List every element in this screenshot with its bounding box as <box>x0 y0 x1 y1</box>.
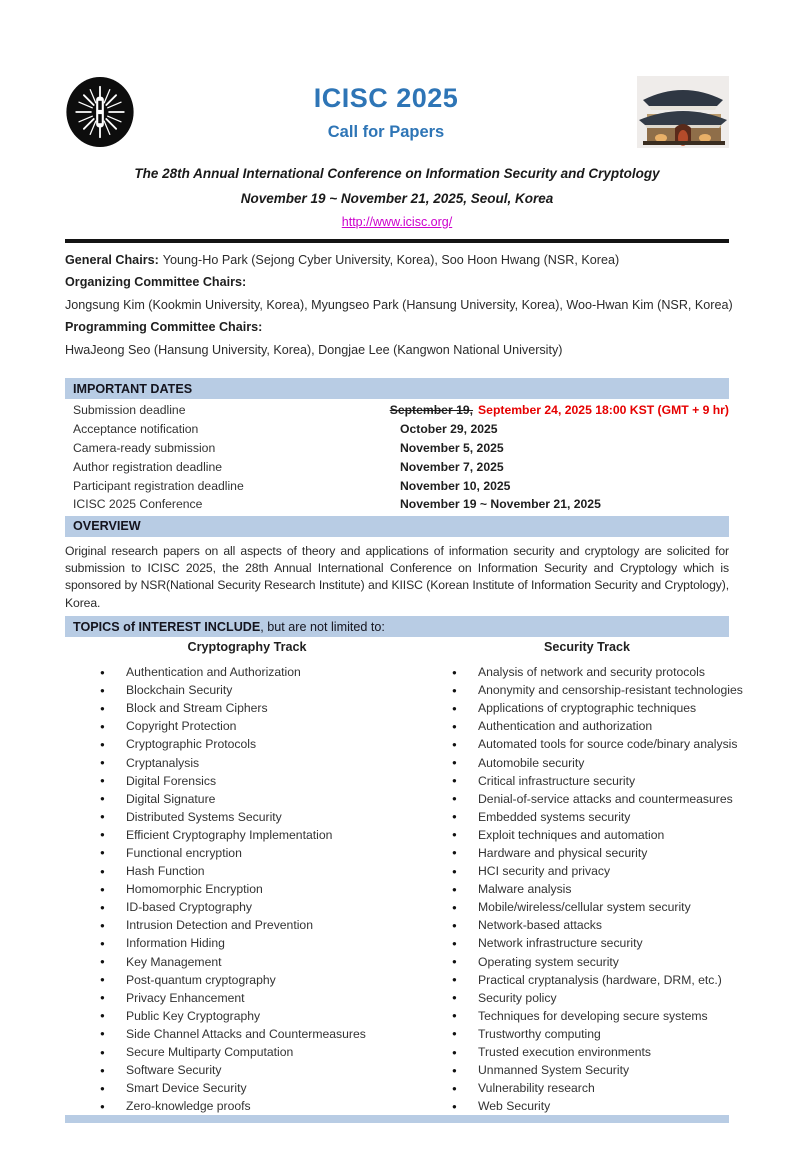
list-item <box>397 862 729 880</box>
general-chairs-label: General Chairs: <box>65 253 159 267</box>
list-item <box>397 989 729 1007</box>
important-dates-table <box>65 401 729 514</box>
bullet-icon: ● <box>452 938 457 948</box>
programming-chairs-label-line <box>65 316 729 338</box>
bullet-icon: ● <box>100 1083 105 1093</box>
bullet-icon: ● <box>452 920 457 930</box>
overview-paragraph: Original research papers on all aspects of theory and applications of information security and cryptology are solicited for submission to ICISC 2025, the 28th Annual International Conference on Information Security and Cryptology which is sponsored by NSR(National Security Research Institute) and KIISC (Korean Institute of Information Security and Cryptology), Korea. <box>65 543 729 610</box>
list-item <box>397 753 729 771</box>
bullet-icon: ● <box>452 1047 457 1057</box>
topic-label: Block and Stream Ciphers <box>126 701 268 716</box>
programming-chairs-names: HwaJeong Seo (Hansung University, Korea), Dongjae Lee (Kangwon National University) <box>65 342 563 357</box>
list-item <box>65 699 397 717</box>
list-item <box>65 790 397 808</box>
topic-label: Critical infrastructure security <box>478 773 636 788</box>
important-dates-title: IMPORTANT DATES <box>73 381 193 396</box>
topic-label: Anonymity and censorship-resistant technologies <box>478 683 743 698</box>
bullet-icon: ● <box>100 957 105 967</box>
topic-label: Cryptanalysis <box>126 755 200 770</box>
organizing-chairs-names-line <box>65 294 733 316</box>
date-value <box>400 497 601 511</box>
list-item <box>397 916 729 934</box>
list-item <box>397 880 729 898</box>
list-item <box>65 934 397 952</box>
topic-label: Network infrastructure security <box>478 936 643 951</box>
date-value <box>400 441 504 455</box>
bullet-icon: ● <box>452 685 457 695</box>
list-item <box>65 953 397 971</box>
bullet-icon: ● <box>100 721 105 731</box>
topic-label: Software Security <box>126 1063 222 1078</box>
bullet-icon: ● <box>100 776 105 786</box>
topic-label: Authentication and Authorization <box>126 665 301 680</box>
topic-label: Trustworthy computing <box>478 1026 601 1041</box>
list-item <box>397 735 738 753</box>
list-item <box>397 681 743 699</box>
topic-label: Efficient Cryptography Implementation <box>126 827 333 842</box>
date-label: ICISC 2025 Conference <box>73 497 203 512</box>
gate-photo <box>637 76 729 148</box>
topic-label: Denial-of-service attacks and countermeasures <box>478 791 733 806</box>
topic-label: Trusted execution environments <box>478 1045 651 1060</box>
bullet-icon: ● <box>100 920 105 930</box>
topics-title-bold: TOPICS of INTEREST INCLUDE <box>73 619 261 634</box>
bullet-icon: ● <box>100 794 105 804</box>
date-label: Author registration deadline <box>73 459 223 474</box>
date-value <box>400 460 504 474</box>
date-row <box>65 420 729 439</box>
list-item <box>65 808 397 826</box>
bullet-icon: ● <box>452 703 457 713</box>
bullet-icon: ● <box>452 758 457 768</box>
list-item <box>65 916 397 934</box>
date-value-text: October 29, 2025 <box>400 422 498 437</box>
topic-label: Information Hiding <box>126 936 225 951</box>
topic-label: Copyright Protection <box>126 719 237 734</box>
bullet-icon: ● <box>100 830 105 840</box>
list-item <box>397 772 729 790</box>
list-item <box>65 880 397 898</box>
topic-label: Embedded systems security <box>478 809 631 824</box>
list-item <box>65 717 397 735</box>
date-label: Acceptance notification <box>73 422 199 437</box>
general-chairs-line <box>65 249 729 271</box>
bullet-icon: ● <box>452 993 457 1003</box>
important-dates-heading <box>65 378 729 399</box>
organizing-chairs-label-line <box>65 271 729 293</box>
list-item <box>397 1025 729 1043</box>
bullet-icon: ● <box>452 776 457 786</box>
topic-label: Practical cryptanalysis (hardware, DRM, etc.) <box>478 972 722 987</box>
date-value-text: November 19 ~ November 21, 2025 <box>400 497 601 512</box>
topic-label: Techniques for developing secure systems <box>478 1008 708 1023</box>
call-for-papers-subtitle: Call for Papers <box>327 123 445 141</box>
call-for-papers-page <box>0 72 793 1167</box>
bullet-icon: ● <box>100 1047 105 1057</box>
bullet-icon: ● <box>100 812 105 822</box>
date-label: Submission deadline <box>73 403 186 418</box>
date-value-red: September 24, 2025 18:00 KST (GMT + 9 hr) <box>478 403 729 418</box>
list-item <box>397 844 729 862</box>
header-titles <box>135 82 637 142</box>
bullet-icon: ● <box>100 884 105 894</box>
list-item <box>397 1097 729 1115</box>
topic-label: Applications of cryptographic techniques <box>478 701 697 716</box>
list-item <box>397 934 729 952</box>
list-item <box>65 826 397 844</box>
topic-label: Hash Function <box>126 864 205 879</box>
bullet-icon: ● <box>452 739 457 749</box>
organizing-chairs-names: Jongsung Kim (Kookmin University, Korea), Myungseo Park (Hansung University, Korea), Woo-Hwan Kim (NSR, Korea) <box>65 297 733 312</box>
topic-label: ID-based Cryptography <box>126 900 252 915</box>
bullet-icon: ● <box>100 685 105 695</box>
cryptography-track-header: Cryptography Track <box>187 640 307 654</box>
topic-label: Unmanned System Security <box>478 1063 630 1078</box>
topic-label: Homomorphic Encryption <box>126 882 263 897</box>
bullet-icon: ● <box>452 667 457 677</box>
list-item <box>397 1007 729 1025</box>
date-row <box>65 401 729 420</box>
bullet-icon: ● <box>100 703 105 713</box>
date-row <box>65 439 729 458</box>
security-track-list <box>397 663 743 1115</box>
bullet-icon: ● <box>100 993 105 1003</box>
topic-label: Hardware and physical security <box>478 845 648 860</box>
topic-label: Automated tools for source code/binary analysis <box>478 737 738 752</box>
programming-chairs-names-line <box>65 339 729 361</box>
date-value-text: November 10, 2025 <box>400 478 511 493</box>
topic-label: Network-based attacks <box>478 918 602 933</box>
topic-label: Exploit techniques and automation <box>478 827 665 842</box>
topic-label: Operating system security <box>478 954 619 969</box>
bullet-icon: ● <box>100 1101 105 1111</box>
topic-label: Authentication and authorization <box>478 719 653 734</box>
bullet-icon: ● <box>452 975 457 985</box>
bullet-icon: ● <box>452 1011 457 1021</box>
date-row <box>65 457 729 476</box>
topic-label: Intrusion Detection and Prevention <box>126 918 313 933</box>
bullet-icon: ● <box>100 758 105 768</box>
date-value-struck: September 19, <box>389 403 474 418</box>
topic-label: Side Channel Attacks and Countermeasures <box>126 1026 366 1041</box>
topic-label: Public Key Cryptography <box>126 1008 261 1023</box>
bullet-icon: ● <box>452 830 457 840</box>
bullet-icon: ● <box>452 1065 457 1075</box>
topic-label: Digital Signature <box>126 791 216 806</box>
overview-heading <box>65 516 729 537</box>
topic-label: Mobile/wireless/cellular system security <box>478 900 691 915</box>
topics-title-rest: , but are not limited to: <box>260 619 385 634</box>
list-item <box>397 699 729 717</box>
topic-label: Malware analysis <box>478 882 572 897</box>
topic-label: HCI security and privacy <box>478 864 611 879</box>
topic-label: Zero-knowledge proofs <box>126 1099 251 1114</box>
list-item <box>397 790 733 808</box>
website-link-row <box>65 213 729 231</box>
topic-label: Privacy Enhancement <box>126 990 245 1005</box>
topic-label: Smart Device Security <box>126 1081 247 1096</box>
topic-label: Functional encryption <box>126 845 242 860</box>
security-track-header: Security Track <box>543 640 631 654</box>
conference-name: The 28th Annual International Conference on Information Security and Cryptology <box>134 166 660 181</box>
page-title: ICISC 2025 <box>313 83 459 113</box>
website-link[interactable]: http://www.icisc.org/ <box>341 215 453 229</box>
topic-label: Distributed Systems Security <box>126 809 282 824</box>
list-item <box>65 753 397 771</box>
bullet-icon: ● <box>452 884 457 894</box>
list-item <box>65 735 397 753</box>
gate-photo-svg <box>637 76 729 148</box>
date-row <box>65 495 729 514</box>
topic-label: Security policy <box>478 990 557 1005</box>
list-item <box>65 898 397 916</box>
date-value <box>400 479 510 493</box>
bullet-icon: ● <box>100 866 105 876</box>
topic-label: Blockchain Security <box>126 683 233 698</box>
list-item <box>65 1025 397 1043</box>
bullet-icon: ● <box>452 902 457 912</box>
programming-chairs-label: Programming Committee Chairs: <box>65 320 263 335</box>
list-item <box>65 1061 397 1079</box>
date-row <box>65 476 729 495</box>
date-label: Participant registration deadline <box>73 478 244 493</box>
date-label: Camera-ready submission <box>73 441 216 456</box>
topic-label: Cryptographic Protocols <box>126 737 257 752</box>
topic-label: Secure Multiparty Computation <box>126 1045 294 1060</box>
list-item <box>397 1043 729 1061</box>
date-value-text: November 5, 2025 <box>400 441 504 456</box>
header <box>65 72 729 152</box>
bullet-icon: ● <box>452 721 457 731</box>
list-item <box>65 681 397 699</box>
list-item <box>397 663 729 681</box>
next-section-bar-partial <box>65 1115 729 1123</box>
general-chairs-names: Young-Ho Park (Sejong Cyber University, Korea), Soo Hoon Hwang (NSR, Korea) <box>162 253 620 267</box>
list-item <box>397 826 729 844</box>
list-item <box>397 971 729 989</box>
bullet-icon: ● <box>452 812 457 822</box>
bullet-icon: ● <box>452 1083 457 1093</box>
bullet-icon: ● <box>452 1029 457 1039</box>
list-item <box>397 717 729 735</box>
page-content <box>0 72 793 1123</box>
list-item <box>65 1007 397 1025</box>
list-item <box>397 1079 729 1097</box>
chairs-section <box>65 243 733 361</box>
list-item <box>397 953 729 971</box>
bullet-icon: ● <box>100 938 105 948</box>
kiisc-logo-icon <box>65 74 135 150</box>
bullet-icon: ● <box>452 866 457 876</box>
date-value <box>400 422 498 436</box>
bullet-icon: ● <box>100 667 105 677</box>
bullet-icon: ● <box>100 1065 105 1075</box>
bullet-icon: ● <box>100 1011 105 1021</box>
topic-label: Automobile security <box>478 755 585 770</box>
bullet-icon: ● <box>452 957 457 967</box>
list-item <box>65 1079 397 1097</box>
list-item <box>65 989 397 1007</box>
topic-label: Analysis of network and security protocols <box>478 665 705 680</box>
list-item <box>65 844 397 862</box>
topic-label: Post-quantum cryptography <box>126 972 276 987</box>
date-value-text: November 7, 2025 <box>400 459 504 474</box>
overview-title: OVERVIEW <box>73 519 141 534</box>
topic-label: Web Security <box>478 1099 551 1114</box>
cryptography-track-list <box>65 663 397 1115</box>
bullet-icon: ● <box>100 975 105 985</box>
list-item <box>397 1061 729 1079</box>
list-item <box>65 1043 397 1061</box>
list-item <box>397 808 729 826</box>
list-item <box>65 663 397 681</box>
bullet-icon: ● <box>100 1029 105 1039</box>
bullet-icon: ● <box>100 848 105 858</box>
organizing-chairs-label: Organizing Committee Chairs: <box>65 275 247 290</box>
list-item <box>65 971 397 989</box>
list-item <box>65 862 397 880</box>
topic-label: Vulnerability research <box>478 1081 595 1096</box>
bullet-icon: ● <box>100 739 105 749</box>
list-item <box>397 898 729 916</box>
list-item <box>65 772 397 790</box>
topic-label: Digital Forensics <box>126 773 217 788</box>
bullet-icon: ● <box>452 848 457 858</box>
kiisc-logo-svg <box>65 75 135 149</box>
bullet-icon: ● <box>452 1101 457 1111</box>
topics-columns <box>65 663 743 1115</box>
track-headers <box>65 640 729 659</box>
bullet-icon: ● <box>100 902 105 912</box>
conference-dates-location: November 19 ~ November 21, 2025, Seoul, Korea <box>240 191 554 206</box>
list-item <box>65 1097 397 1115</box>
topic-label: Key Management <box>126 954 222 969</box>
bullet-icon: ● <box>452 794 457 804</box>
topics-heading <box>65 616 729 637</box>
date-value <box>390 403 729 417</box>
